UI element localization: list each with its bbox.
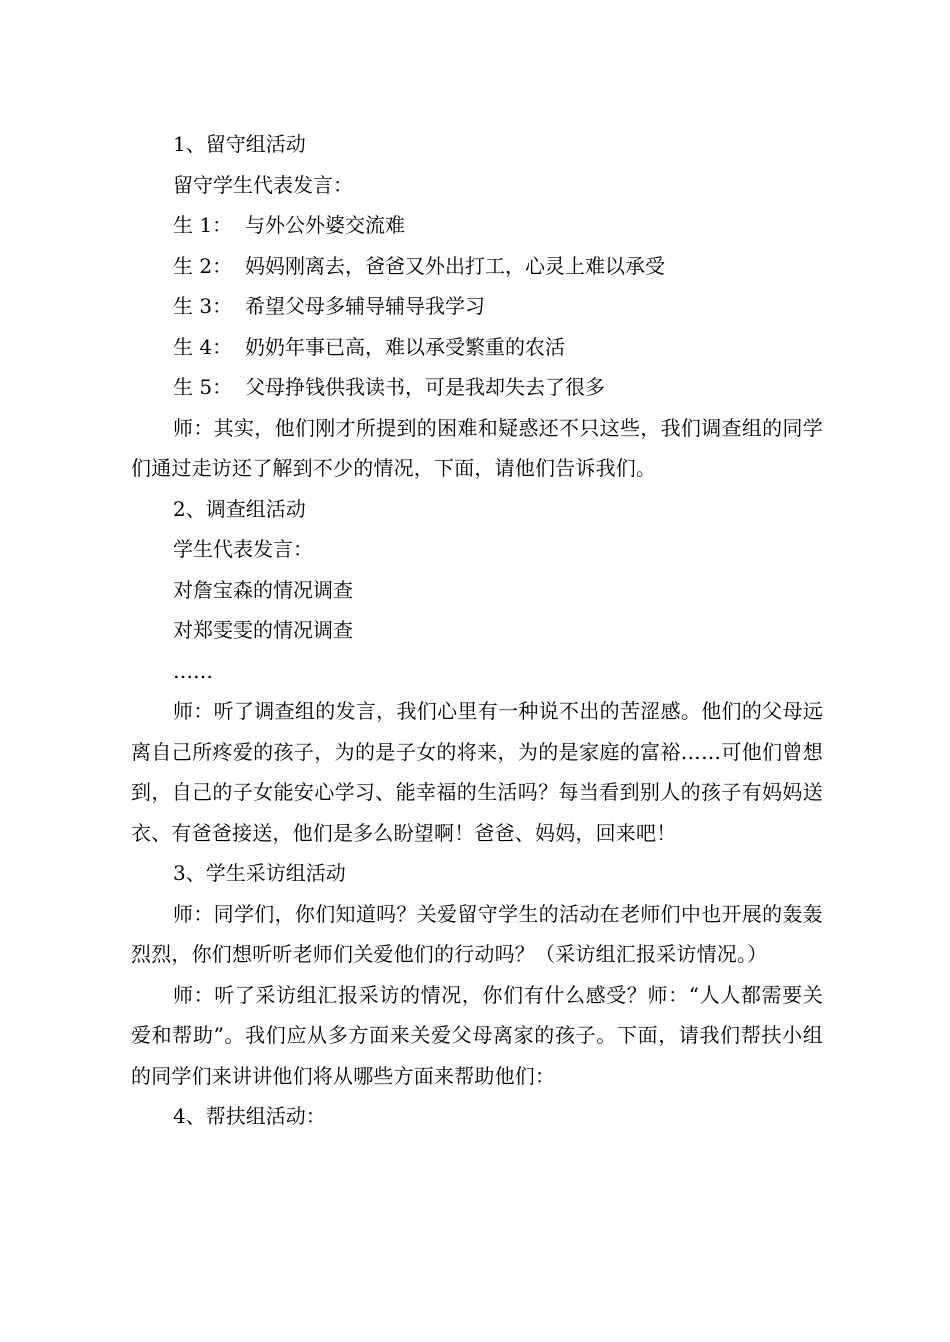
teacher-paragraph: 师：听了采访组汇报采访的情况，你们有什么感受？师：“人人都需要关爱和帮助”。我们应从多方面来关爱父母离家的孩子。下面，请我们帮扶小组的同学们来讲讲他们将从哪些方面来帮助他们： bbox=[131, 982, 823, 1088]
section-intro-2: 学生代表发言： bbox=[173, 537, 313, 561]
section-intro-1: 留守学生代表发言： bbox=[173, 172, 353, 197]
student-line bbox=[131, 246, 823, 287]
speaker-label: 生 3： bbox=[173, 294, 233, 318]
student-line bbox=[131, 367, 823, 408]
section-heading-1: 1、留守组活动 bbox=[173, 132, 306, 156]
student-text: 妈妈刚离去，爸爸又外出打工，心灵上难以承受 bbox=[245, 253, 665, 278]
student-line bbox=[131, 327, 823, 368]
student-line bbox=[131, 286, 823, 327]
document-body bbox=[131, 124, 823, 1137]
survey-item: 对郑雯雯的情况调查 bbox=[173, 618, 353, 642]
teacher-paragraph: 师：其实，他们刚才所提到的困难和疑惑还不只这些，我们调查组的同学们通过走访还了解到不少的情况，下面，请他们告诉我们。 bbox=[131, 415, 823, 480]
ellipsis: …… bbox=[173, 658, 213, 683]
student-text: 父母挣钱供我读书，可是我却失去了很多 bbox=[245, 375, 605, 399]
teacher-paragraph: 师：同学们，你们知道吗？关爱留守学生的活动在老师们中也开展的轰轰烈烈，你们想听听老师们关爱他们的行动吗？（采访组汇报采访情况。） bbox=[131, 901, 823, 966]
speaker-label: 生 5： bbox=[173, 375, 233, 399]
section-heading-2: 2、调查组活动 bbox=[173, 496, 306, 521]
student-line bbox=[131, 205, 823, 246]
student-text: 与外公外婆交流难 bbox=[245, 213, 405, 237]
student-text: 希望父母多辅导辅导我学习 bbox=[245, 294, 485, 318]
section-heading-3: 3、学生采访组活动 bbox=[173, 861, 346, 885]
speaker-label: 生 1： bbox=[173, 213, 233, 237]
survey-item: 对詹宝森的情况调查 bbox=[173, 577, 353, 602]
section-heading-4: 4、帮扶组活动： bbox=[173, 1104, 326, 1128]
speaker-label: 生 2： bbox=[173, 253, 233, 278]
teacher-paragraph: 师：听了调查组的发言，我们心里有一种说不出的苦涩感。他们的父母远离自己所疼爱的孩子，为的是子女的将来，为的是家庭的富裕……可他们曾想到，自己的子女能安心学习、能幸福的生活吗？每当看到别人的孩子有妈妈送衣、有爸爸接送，他们是多么盼望啊！爸爸、妈妈，回来吧！ bbox=[131, 699, 823, 845]
speaker-label: 生 4： bbox=[173, 334, 233, 359]
student-text: 奶奶年事已高，难以承受繁重的农活 bbox=[245, 334, 565, 359]
